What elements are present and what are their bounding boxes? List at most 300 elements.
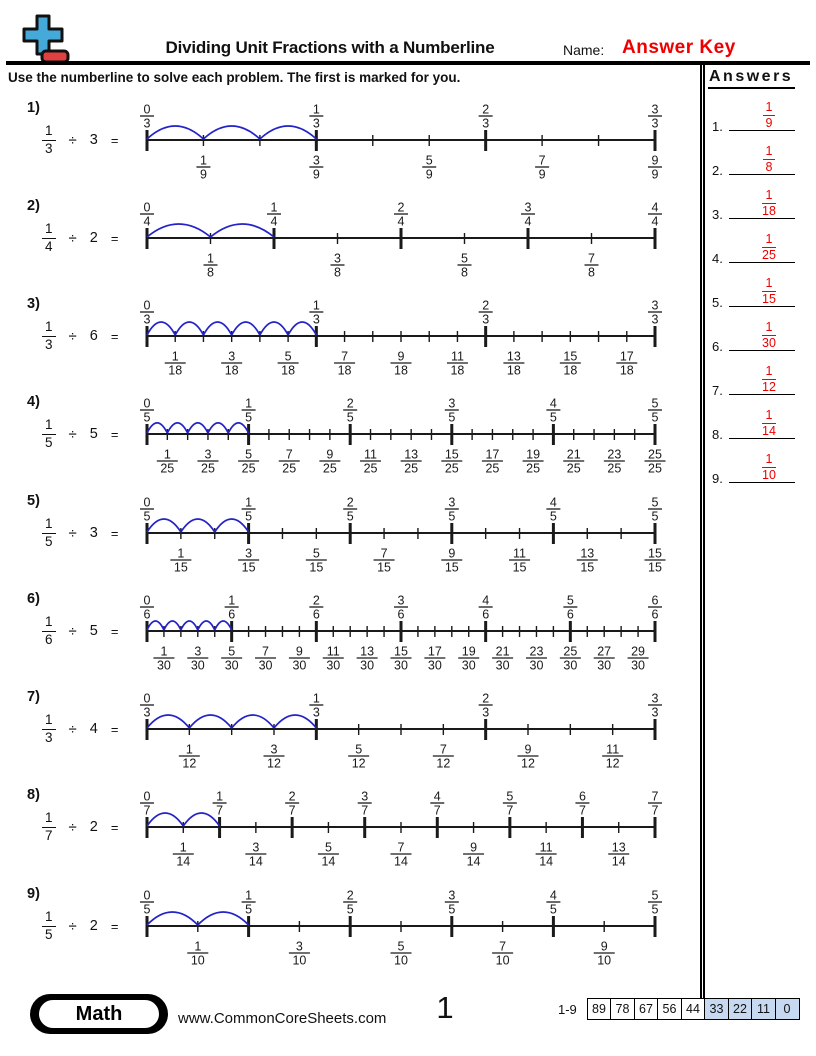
svg-text:30: 30 — [326, 658, 341, 673]
svg-text:25: 25 — [485, 461, 500, 476]
problem-number-label: 7) — [27, 689, 40, 705]
svg-text:2: 2 — [346, 888, 354, 903]
svg-text:14: 14 — [248, 854, 263, 869]
answer-fraction-value — [762, 233, 776, 262]
svg-text:25: 25 — [404, 461, 419, 476]
score-cell: 22 — [728, 998, 753, 1020]
problem-expression — [42, 805, 118, 849]
svg-text:30: 30 — [360, 658, 375, 673]
fraction-numerator: 1 — [762, 277, 776, 292]
svg-text:5: 5 — [448, 410, 456, 425]
equals-sign: = — [110, 721, 119, 737]
svg-text:2: 2 — [397, 200, 405, 215]
answer-fraction — [729, 101, 809, 130]
answer-blank-line — [729, 130, 795, 131]
svg-text:4: 4 — [549, 396, 557, 411]
svg-text:9: 9 — [651, 153, 659, 168]
svg-text:25: 25 — [322, 461, 337, 476]
score-cell: 89 — [587, 998, 612, 1020]
numberline-svg — [130, 487, 678, 581]
answer-number: 7. — [712, 383, 723, 398]
fraction-numerator: 1 — [762, 189, 776, 204]
svg-text:4: 4 — [651, 200, 659, 215]
svg-text:4: 4 — [651, 214, 659, 229]
svg-text:15: 15 — [309, 560, 324, 575]
answer-item — [705, 137, 816, 181]
problem — [0, 192, 700, 286]
svg-text:1: 1 — [270, 200, 278, 215]
svg-text:3: 3 — [204, 447, 212, 462]
problem-expression — [42, 118, 118, 162]
problem-number-label: 9) — [27, 886, 40, 902]
svg-text:0: 0 — [143, 691, 151, 706]
answer-number: 9. — [712, 471, 723, 486]
svg-text:3: 3 — [482, 312, 490, 327]
dividend-fraction — [42, 124, 56, 157]
fraction-numerator: 1 — [42, 320, 56, 337]
answer-fraction-value — [762, 321, 776, 350]
equals-sign: = — [110, 230, 119, 246]
header-divider — [6, 61, 810, 65]
fraction-denominator: 30 — [762, 335, 776, 350]
dividend-fraction — [42, 517, 56, 550]
fraction-denominator: 5 — [45, 926, 53, 942]
svg-text:11: 11 — [606, 742, 620, 757]
answer-fraction — [729, 189, 809, 218]
svg-text:14: 14 — [466, 854, 481, 869]
fraction-denominator: 5 — [45, 533, 53, 549]
answer-fraction — [729, 321, 809, 350]
svg-text:5: 5 — [549, 902, 557, 917]
equals-sign: = — [110, 525, 119, 541]
answer-item — [705, 93, 816, 137]
svg-text:3: 3 — [143, 116, 151, 131]
instructions-text: Use the numberline to solve each problem. The first is marked for you. — [8, 70, 461, 85]
svg-text:5: 5 — [461, 251, 468, 266]
svg-text:18: 18 — [337, 363, 352, 378]
svg-text:5: 5 — [143, 902, 151, 917]
svg-text:3: 3 — [482, 705, 490, 720]
svg-text:13: 13 — [580, 546, 595, 561]
svg-text:30: 30 — [529, 658, 544, 673]
dividend-fraction — [42, 615, 56, 648]
divide-sign: ÷ — [68, 425, 77, 443]
fraction-denominator: 18 — [762, 203, 776, 218]
svg-text:11: 11 — [326, 644, 340, 659]
answer-blank-line — [729, 350, 795, 351]
svg-text:0: 0 — [143, 495, 151, 510]
svg-text:1: 1 — [245, 495, 253, 510]
svg-text:6: 6 — [651, 607, 659, 622]
svg-text:10: 10 — [190, 953, 205, 968]
answer-item — [705, 225, 816, 269]
svg-text:3: 3 — [651, 116, 659, 131]
svg-text:5: 5 — [245, 447, 253, 462]
svg-text:0: 0 — [143, 888, 151, 903]
fraction-numerator: 1 — [42, 910, 56, 927]
svg-text:5: 5 — [312, 546, 320, 561]
svg-text:1: 1 — [312, 691, 320, 706]
score-cell: 56 — [657, 998, 682, 1020]
svg-text:13: 13 — [404, 447, 419, 462]
svg-text:7: 7 — [143, 803, 151, 818]
svg-text:6: 6 — [566, 607, 574, 622]
dividend-fraction — [42, 910, 56, 943]
problem — [0, 290, 700, 384]
divisor-value: 2 — [89, 230, 98, 246]
fraction-denominator: 15 — [762, 291, 776, 306]
svg-text:9: 9 — [199, 167, 207, 182]
svg-text:5: 5 — [245, 410, 253, 425]
svg-text:1: 1 — [216, 789, 224, 804]
svg-text:7: 7 — [288, 803, 296, 818]
fraction-denominator: 4 — [45, 238, 53, 254]
svg-text:2: 2 — [312, 593, 320, 608]
numberline-svg — [130, 781, 678, 875]
svg-text:5: 5 — [549, 509, 557, 524]
svg-text:30: 30 — [461, 658, 476, 673]
answer-blank-line — [729, 394, 795, 395]
svg-text:7: 7 — [651, 803, 659, 818]
divisor-value: 2 — [89, 819, 98, 835]
answer-blank-line — [729, 306, 795, 307]
numberline-svg — [130, 192, 678, 286]
svg-text:7: 7 — [578, 803, 586, 818]
dividend-fraction — [42, 811, 56, 844]
answer-blank-line — [729, 262, 795, 263]
svg-text:9: 9 — [600, 939, 608, 954]
svg-text:4: 4 — [549, 888, 557, 903]
numberline-svg — [130, 290, 678, 384]
svg-text:18: 18 — [224, 363, 239, 378]
svg-text:3: 3 — [312, 705, 320, 720]
svg-text:12: 12 — [605, 756, 620, 771]
svg-text:25: 25 — [563, 644, 578, 659]
fraction-numerator: 1 — [42, 124, 56, 141]
numberline-svg — [130, 94, 678, 188]
svg-text:15: 15 — [444, 560, 459, 575]
svg-text:1: 1 — [312, 298, 320, 313]
svg-text:15: 15 — [377, 560, 392, 575]
svg-text:2: 2 — [482, 102, 490, 117]
svg-text:3: 3 — [448, 888, 456, 903]
equals-sign: = — [110, 328, 119, 344]
svg-text:5: 5 — [651, 888, 659, 903]
problem-number-label: 1) — [27, 100, 40, 116]
svg-text:2: 2 — [346, 495, 354, 510]
answer-item — [705, 313, 816, 357]
name-label: Name: — [563, 42, 605, 58]
svg-text:11: 11 — [539, 840, 553, 855]
svg-text:10: 10 — [495, 953, 510, 968]
svg-text:3: 3 — [312, 153, 320, 168]
score-cell: 44 — [681, 998, 706, 1020]
answer-fraction — [729, 409, 809, 438]
answer-blank-line — [729, 438, 795, 439]
equals-sign: = — [110, 132, 119, 148]
answer-key-text: Answer Key — [622, 37, 736, 58]
problem-number-label: 8) — [27, 787, 40, 803]
svg-text:15: 15 — [648, 560, 662, 575]
svg-text:7: 7 — [506, 803, 514, 818]
svg-text:1: 1 — [312, 102, 320, 117]
divide-sign: ÷ — [68, 131, 77, 149]
svg-text:15: 15 — [563, 349, 578, 364]
answer-item — [705, 357, 816, 401]
score-grid — [588, 998, 800, 1020]
svg-text:1: 1 — [245, 888, 253, 903]
svg-text:3: 3 — [252, 840, 260, 855]
score-cell: 33 — [704, 998, 729, 1020]
svg-text:17: 17 — [485, 447, 500, 462]
svg-text:18: 18 — [394, 363, 408, 378]
svg-text:14: 14 — [176, 854, 191, 869]
svg-text:2: 2 — [482, 298, 490, 313]
fraction-denominator: 3 — [45, 336, 53, 352]
problem — [0, 585, 700, 679]
svg-text:15: 15 — [648, 546, 662, 561]
plus-minus-logo-icon — [20, 13, 72, 65]
problem — [0, 880, 700, 974]
answer-number: 4. — [712, 251, 723, 266]
svg-text:1: 1 — [245, 396, 253, 411]
svg-text:3: 3 — [651, 298, 659, 313]
svg-text:12: 12 — [267, 756, 281, 771]
svg-text:14: 14 — [394, 854, 408, 869]
divide-sign: ÷ — [68, 229, 77, 247]
svg-text:5: 5 — [425, 153, 433, 168]
svg-text:5: 5 — [506, 789, 514, 804]
answer-number: 8. — [712, 427, 723, 442]
svg-text:12: 12 — [351, 756, 366, 771]
svg-text:5: 5 — [651, 509, 659, 524]
fraction-numerator: 1 — [762, 233, 776, 248]
svg-text:4: 4 — [549, 495, 557, 510]
svg-text:9: 9 — [295, 644, 303, 659]
svg-text:15: 15 — [580, 560, 595, 575]
math-badge — [30, 994, 168, 1034]
svg-text:15: 15 — [173, 560, 188, 575]
fraction-denominator: 25 — [762, 247, 776, 262]
svg-text:8: 8 — [461, 265, 468, 280]
problem-expression — [42, 216, 118, 260]
fraction-numerator: 1 — [42, 811, 56, 828]
svg-text:7: 7 — [397, 840, 405, 855]
svg-text:17: 17 — [427, 644, 442, 659]
svg-text:9: 9 — [312, 167, 320, 182]
svg-text:18: 18 — [563, 363, 578, 378]
svg-text:12: 12 — [182, 756, 197, 771]
fraction-denominator: 6 — [45, 631, 53, 647]
svg-text:19: 19 — [461, 644, 476, 659]
svg-text:1: 1 — [199, 153, 207, 168]
divisor-value: 4 — [89, 721, 98, 737]
svg-text:3: 3 — [228, 349, 236, 364]
svg-text:10: 10 — [597, 953, 612, 968]
svg-text:3: 3 — [143, 312, 151, 327]
svg-text:3: 3 — [143, 705, 151, 720]
fraction-numerator: 1 — [763, 145, 776, 160]
svg-text:15: 15 — [512, 560, 527, 575]
svg-text:9: 9 — [326, 447, 334, 462]
svg-text:17: 17 — [619, 349, 634, 364]
divisor-value: 6 — [89, 328, 98, 344]
svg-text:9: 9 — [470, 840, 478, 855]
svg-text:25: 25 — [648, 447, 662, 462]
svg-text:6: 6 — [312, 607, 320, 622]
commoncoresheets-logo — [20, 13, 72, 65]
answer-number: 1. — [712, 119, 723, 134]
svg-text:25: 25 — [201, 461, 215, 476]
svg-text:9: 9 — [448, 546, 456, 561]
svg-text:3: 3 — [448, 495, 456, 510]
answer-item — [705, 401, 816, 445]
svg-text:3: 3 — [334, 251, 341, 266]
svg-text:11: 11 — [364, 447, 378, 462]
svg-text:14: 14 — [539, 854, 554, 869]
svg-text:0: 0 — [143, 200, 151, 215]
svg-text:3: 3 — [194, 644, 202, 659]
svg-text:25: 25 — [566, 461, 581, 476]
svg-text:30: 30 — [597, 658, 612, 673]
problem-number-label: 4) — [27, 394, 40, 410]
answer-fraction-value — [763, 145, 776, 174]
svg-text:18: 18 — [506, 363, 521, 378]
svg-text:0: 0 — [143, 102, 151, 117]
divisor-value: 3 — [89, 525, 98, 541]
answers-panel — [700, 65, 816, 1000]
fraction-numerator: 1 — [762, 453, 776, 468]
svg-text:2: 2 — [482, 691, 490, 706]
fraction-numerator: 1 — [42, 517, 56, 534]
problem-expression — [42, 904, 118, 948]
svg-text:6: 6 — [482, 607, 490, 622]
problem-expression — [42, 609, 118, 653]
svg-text:5: 5 — [397, 939, 405, 954]
svg-text:15: 15 — [241, 560, 256, 575]
svg-text:25: 25 — [363, 461, 378, 476]
page-title: Dividing Unit Fractions with a Numberline — [165, 38, 495, 57]
answer-fraction-value — [762, 365, 776, 394]
svg-text:30: 30 — [292, 658, 307, 673]
equals-sign: = — [110, 819, 119, 835]
svg-text:1: 1 — [179, 840, 187, 855]
svg-text:1: 1 — [160, 644, 168, 659]
svg-text:30: 30 — [563, 658, 578, 673]
dividend-fraction — [42, 320, 56, 353]
svg-text:29: 29 — [631, 644, 646, 659]
problem — [0, 388, 700, 482]
svg-text:7: 7 — [499, 939, 507, 954]
svg-text:3: 3 — [312, 116, 320, 131]
svg-text:1: 1 — [171, 349, 179, 364]
svg-text:25: 25 — [526, 461, 541, 476]
svg-text:9: 9 — [651, 167, 659, 182]
svg-text:25: 25 — [607, 461, 622, 476]
svg-text:3: 3 — [245, 546, 253, 561]
fraction-denominator: 3 — [45, 140, 53, 156]
svg-text:25: 25 — [160, 461, 175, 476]
divide-sign: ÷ — [68, 327, 77, 345]
svg-text:5: 5 — [245, 509, 253, 524]
svg-text:11: 11 — [450, 349, 464, 364]
svg-text:6: 6 — [578, 789, 586, 804]
svg-text:4: 4 — [524, 214, 532, 229]
svg-text:4: 4 — [270, 214, 278, 229]
svg-text:3: 3 — [270, 742, 278, 757]
problem — [0, 487, 700, 581]
svg-text:8: 8 — [334, 265, 341, 280]
problem-expression — [42, 707, 118, 751]
svg-text:30: 30 — [427, 658, 442, 673]
svg-text:2: 2 — [346, 396, 354, 411]
svg-text:5: 5 — [355, 742, 363, 757]
svg-text:3: 3 — [651, 691, 659, 706]
problem-number-label: 5) — [27, 493, 40, 509]
divide-sign: ÷ — [68, 818, 77, 836]
problem-number-label: 2) — [27, 198, 40, 214]
fraction-denominator: 5 — [45, 434, 53, 450]
score-cell: 11 — [751, 998, 776, 1020]
numberline-svg — [130, 880, 678, 974]
svg-text:6: 6 — [651, 593, 659, 608]
fraction-denominator: 14 — [762, 423, 776, 438]
problem-number-label: 6) — [27, 591, 40, 607]
svg-text:7: 7 — [651, 789, 659, 804]
answer-fraction-value — [763, 101, 776, 130]
fraction-denominator: 7 — [45, 827, 53, 843]
svg-text:7: 7 — [341, 349, 349, 364]
problem-expression — [42, 412, 118, 456]
fraction-numerator: 1 — [42, 615, 56, 632]
svg-text:5: 5 — [228, 644, 236, 659]
svg-text:3: 3 — [312, 312, 320, 327]
svg-text:9: 9 — [524, 742, 532, 757]
svg-text:1: 1 — [207, 251, 214, 266]
answer-blank-line — [729, 218, 795, 219]
svg-text:5: 5 — [549, 410, 557, 425]
dividend-fraction — [42, 713, 56, 746]
svg-text:13: 13 — [611, 840, 626, 855]
svg-text:5: 5 — [566, 593, 574, 608]
svg-text:3: 3 — [651, 705, 659, 720]
svg-text:7: 7 — [216, 803, 224, 818]
svg-text:14: 14 — [321, 854, 336, 869]
svg-text:3: 3 — [295, 939, 303, 954]
svg-text:3: 3 — [448, 396, 456, 411]
dividend-fraction — [42, 418, 56, 451]
fraction-denominator: 8 — [765, 159, 773, 174]
fraction-numerator: 1 — [42, 222, 56, 239]
svg-text:5: 5 — [651, 495, 659, 510]
score-cell: 67 — [634, 998, 659, 1020]
answer-number: 6. — [712, 339, 723, 354]
svg-text:23: 23 — [529, 644, 544, 659]
svg-text:30: 30 — [495, 658, 510, 673]
answer-fraction-value — [762, 277, 776, 306]
divisor-value: 2 — [89, 918, 98, 934]
fraction-denominator: 12 — [762, 379, 776, 394]
svg-text:18: 18 — [281, 363, 296, 378]
answer-number: 2. — [712, 163, 723, 178]
answer-fraction — [729, 145, 809, 174]
answer-fraction-value — [762, 453, 776, 482]
fraction-numerator: 1 — [762, 365, 776, 380]
svg-text:5: 5 — [346, 902, 354, 917]
svg-text:7: 7 — [262, 644, 270, 659]
answer-blank-line — [729, 174, 795, 175]
svg-text:1: 1 — [228, 593, 236, 608]
